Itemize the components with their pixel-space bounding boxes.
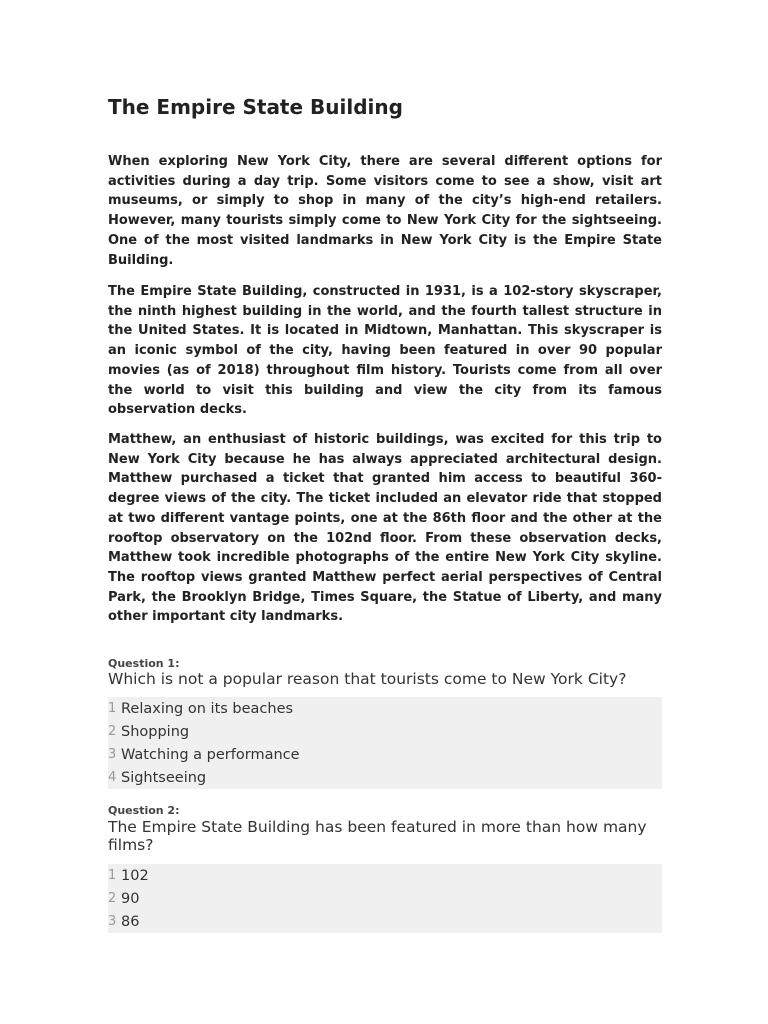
option-number: 2 [108,724,117,739]
question-2-label: Question 2: [108,804,180,817]
option-text: Watching a performance [121,746,300,763]
option-text: Shopping [121,723,190,740]
option-text: 86 [121,913,140,930]
paragraph-matthew: Matthew, an enthusiast of historic buildings, was excited for this trip to New York City because he has always appreciated architectural design. Matthew purchased a ticket that granted him access to beautiful 360-degree views of the city. The ticket included an elevator ride that stopped at two different vantage points, one at the 86th floor and the other at the rooftop observatory on the 102nd floor. From these observation decks, Matthew took incredible photographs of the entire New York City skyline. The rooftop views granted Matthew perfect aerial perspectives of Central Park, the Brooklyn Bridge, Times Square, the Statue of Liberty, and many other important city landmarks. [108,432,662,625]
answer-option[interactable] [108,766,662,789]
option-number: 1 [108,868,117,883]
option-number: 1 [108,701,117,716]
question-2-options [108,864,662,933]
option-text: Sightseeing [121,769,207,786]
option-number: 3 [108,914,117,929]
option-text: Relaxing on its beaches [121,700,294,717]
paragraph-intro: When exploring New York City, there are several different options for activities during a day trip. Some visitors come to see a show, visit art museums, or simply to shop in many of the city’s high-end retailers. However, many tourists simply come to New York City for the sightseeing. One of the most visited landmarks in New York City is the Empire State Building. [108,154,662,268]
answer-option[interactable] [108,697,662,720]
question-1-label: Question 1: [108,657,180,670]
answer-option[interactable] [108,743,662,766]
answer-option[interactable] [108,910,662,933]
option-number: 2 [108,891,117,906]
option-text: 90 [121,890,140,907]
question-1-options [108,697,662,789]
page-title: The Empire State Building [108,95,403,119]
answer-option[interactable] [108,887,662,910]
option-number: 4 [108,770,117,785]
option-text: 102 [121,867,149,884]
question-2-text: The Empire State Building has been featured in more than how many films? [108,818,647,854]
paragraph-history: The Empire State Building, constructed in 1931, is a 102-story skyscraper, the ninth highest building in the world, and the fourth tallest structure in the United States. It is located in Midtown, Manhattan. This skyscraper is an iconic symbol of the city, having been featured in over 90 popular movies (as of 2018) throughout film history. Tourists come from all over the world to visit this building and view the city from its famous observation decks. [108,284,662,418]
answer-option[interactable] [108,864,662,887]
option-number: 3 [108,747,117,762]
answer-option[interactable] [108,720,662,743]
question-1-text: Which is not a popular reason that tourists come to New York City? [108,670,627,688]
